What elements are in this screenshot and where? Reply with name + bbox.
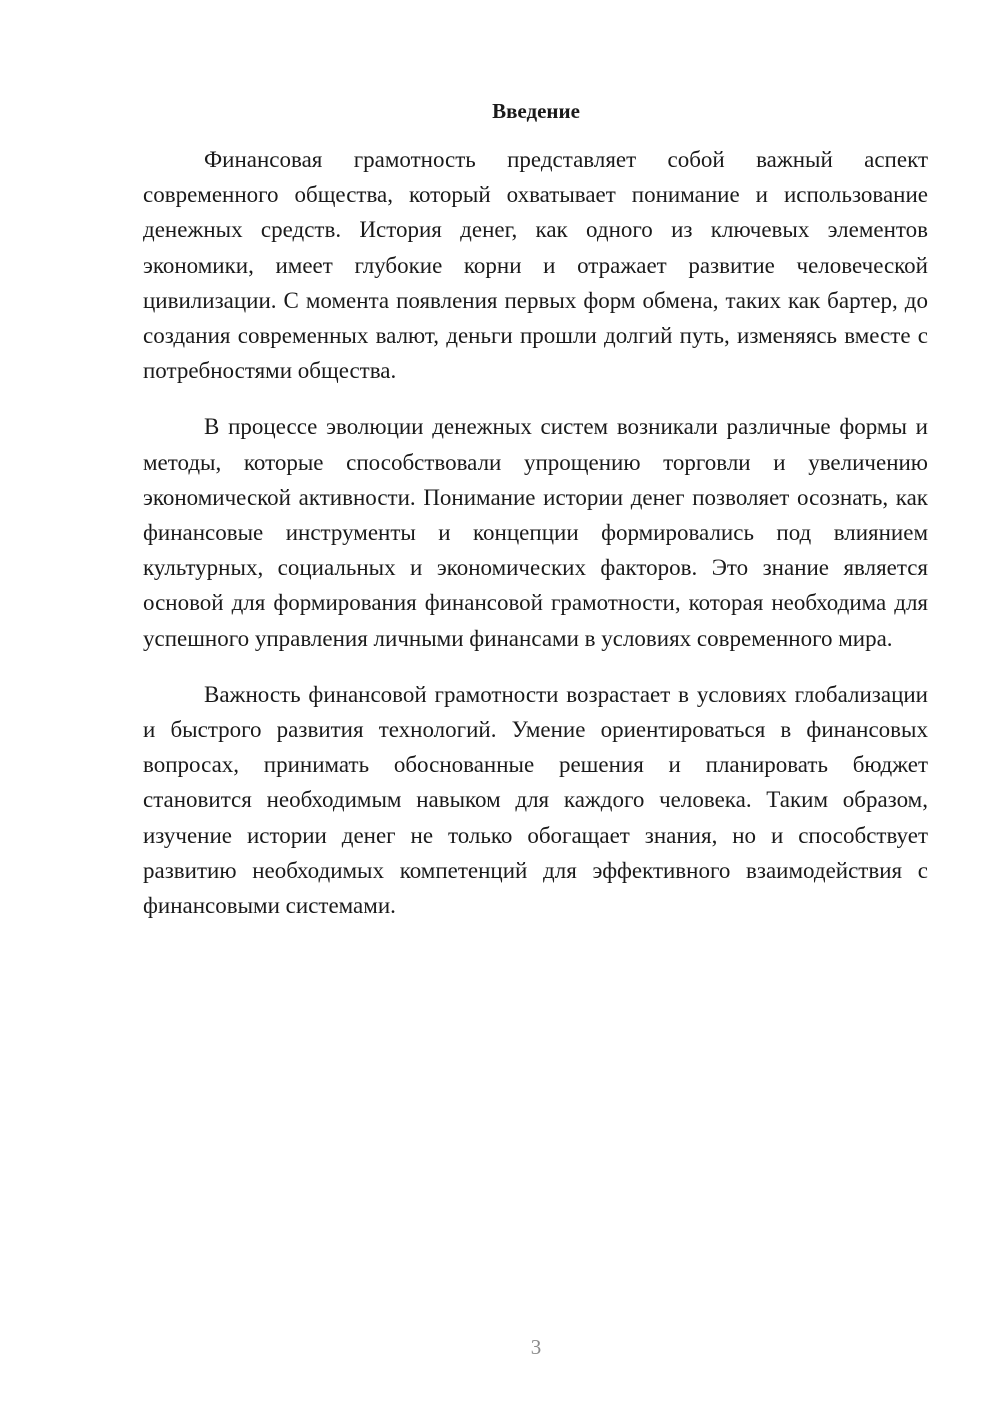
section-heading: Введение <box>492 99 580 123</box>
paragraph-2: В процессе эволюции денежных систем возникали различные формы и методы, которые способствовали упрощению торговли и увеличению экономической активности. Понимание истории денег позволяет осознать, как финансовые инструменты и концепции формировались под влиянием культурных, социальных и экономических факторов. Это знание является основой для формирования финансовой грамотности, которая необходима для успешного управления личными финансами в условиях современного мира. <box>143 414 928 651</box>
page-number: 3 <box>530 1335 542 1359</box>
body-text <box>143 142 928 944</box>
paragraph-1: Финансовая грамотность представляет собой важный аспект современного общества, который охватывает понимание и использование денежных средств. История денег, как одного из ключевых элементов экономики, имеет глубокие корни и отражает развитие человеческой цивилизации. С момента появления первых форм обмена, таких как бартер, до создания современных валют, деньги прошли долгий путь, изменяясь вместе с потребностями общества. <box>143 147 928 384</box>
paragraph-3: Важность финансовой грамотности возрастает в условиях глобализации и быстрого развития технологий. Умение ориентироваться в финансовых вопросах, принимать обоснованные решения и планировать бюджет становится необходимым навыком для каждого человека. Таким образом, изучение истории денег не только обогащает знания, но и способствует развитию необходимых компетенций для эффективного взаимодействия с финансовыми системами. <box>143 681 928 919</box>
